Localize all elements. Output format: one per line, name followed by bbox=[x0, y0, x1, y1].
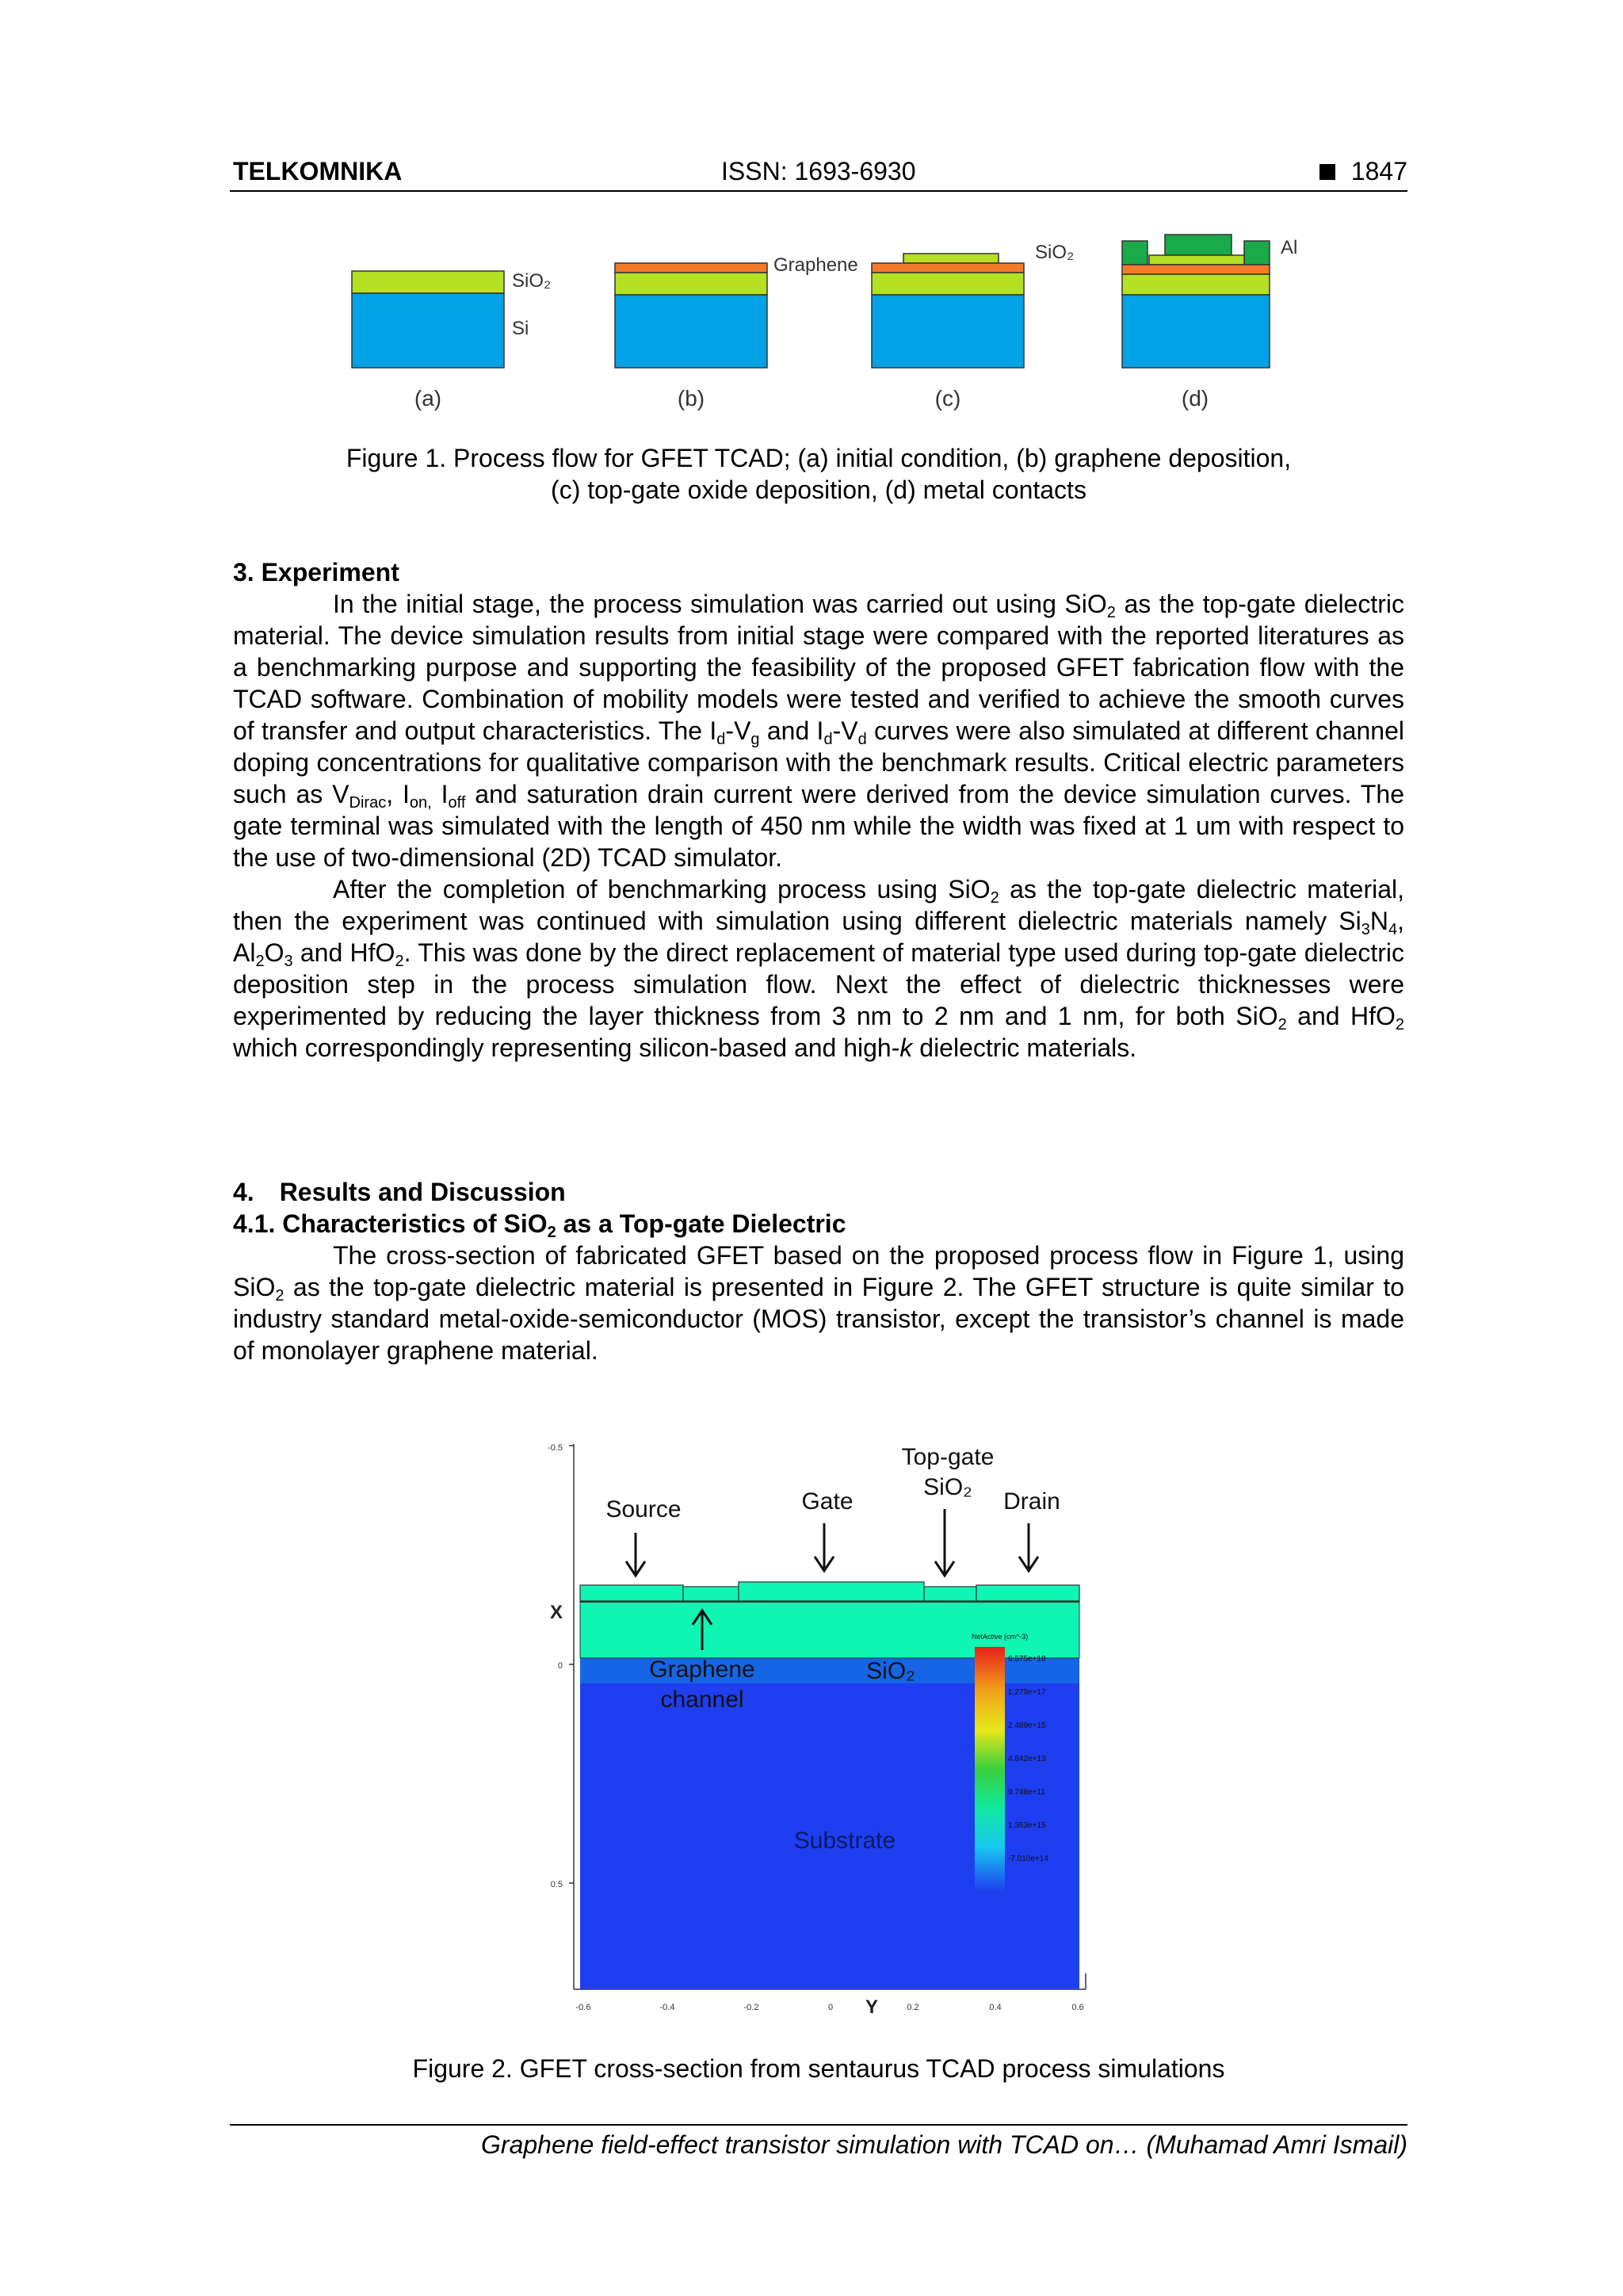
source-contact-d bbox=[1122, 241, 1148, 265]
text-run: and HfO bbox=[292, 938, 395, 967]
section4-1-heading bbox=[233, 1208, 1404, 1240]
topgate-oxide-left bbox=[683, 1587, 739, 1601]
subscript: 2 bbox=[395, 953, 404, 970]
label-graphene-line2: channel bbox=[660, 1687, 744, 1713]
text-run: I bbox=[441, 780, 449, 808]
figure2-caption: Figure 2. GFET cross-section from sentaurus TCAD process simulations bbox=[412, 2054, 1225, 2083]
subscript: d bbox=[857, 731, 867, 748]
silicon-layer-a bbox=[352, 293, 504, 368]
legend-value: 9.748e+11 bbox=[1008, 1788, 1045, 1797]
topgate-oxide-c bbox=[903, 254, 999, 263]
x-ticks bbox=[548, 1443, 574, 1889]
subscript: on, bbox=[409, 794, 432, 812]
section4 bbox=[233, 1176, 1404, 1366]
label-gate: Gate bbox=[801, 1488, 854, 1515]
legend-title: NetActive (cm^-3) bbox=[972, 1633, 1029, 1641]
panel-letter-c: (c) bbox=[934, 386, 961, 411]
panel-d bbox=[1122, 235, 1297, 411]
subscript: d bbox=[716, 731, 726, 748]
y-tick-label: 0.6 bbox=[1071, 2003, 1084, 2012]
x-axis-label: X bbox=[549, 1602, 563, 1623]
subscript: off bbox=[448, 794, 466, 812]
topgate-oxide-right bbox=[924, 1587, 976, 1601]
subscript: 3 bbox=[1361, 921, 1370, 938]
topgate-arrow-icon bbox=[935, 1509, 954, 1576]
source-contact bbox=[580, 1585, 683, 1601]
text-run: The cross-section of fabricated GFET based on the proposed process flow in Figure 1, using SiO bbox=[233, 1241, 1404, 1301]
silicon-layer-c bbox=[872, 295, 1024, 368]
panel-letter-b: (b) bbox=[677, 386, 705, 411]
section4-paragraph1 bbox=[233, 1240, 1404, 1366]
subscript: 2 bbox=[547, 1224, 556, 1241]
subscript: 4 bbox=[1388, 921, 1398, 938]
label-al-d: Al bbox=[1281, 237, 1298, 258]
y-tick-label: -0.6 bbox=[575, 2003, 591, 2012]
label-drain: Drain bbox=[1003, 1488, 1060, 1515]
text-run: as the top-gate dielectric material. The device simulation results from initial stage were compared with the reported literatures as a benchmarking purpose and supporting the feasibility of the proposed GFET fabrication flow with the TCAD software. Combination of mobility models were tested and verified to achieve the smooth curves of transfer and output characteristics. The I bbox=[233, 590, 1405, 745]
figure1-process-flow bbox=[333, 230, 1316, 420]
source-arrow-icon bbox=[626, 1533, 645, 1576]
text-run: and I bbox=[759, 716, 824, 745]
silicon-layer-b bbox=[615, 295, 767, 368]
section3-heading: 3. Experiment bbox=[233, 558, 399, 586]
label-graphene-b: Graphene bbox=[773, 254, 858, 276]
subscript: g bbox=[750, 731, 760, 748]
text-run: 4.1. Characteristics of SiO bbox=[233, 1209, 548, 1238]
drain-arrow-icon bbox=[1019, 1523, 1038, 1571]
oxide-layer-d bbox=[1122, 274, 1270, 295]
italic-k: k bbox=[899, 1033, 913, 1062]
text-run: -V bbox=[832, 716, 858, 745]
text-run: , Al bbox=[233, 907, 1404, 967]
running-footer: Graphene field-effect transistor simulation with TCAD on… (Muhamad Amri Ismail) bbox=[481, 2130, 1407, 2159]
text-run: -V bbox=[725, 716, 751, 745]
label-si-a: Si bbox=[512, 318, 529, 339]
panel-b bbox=[615, 254, 858, 411]
legend-value: -7.010e+14 bbox=[1008, 1855, 1048, 1863]
text-run: dielectric materials. bbox=[912, 1033, 1137, 1062]
oxide-layer-a bbox=[352, 271, 504, 293]
gate-contact bbox=[739, 1582, 924, 1601]
subscript: 2 bbox=[990, 889, 999, 907]
y-ticks bbox=[576, 1996, 1084, 2018]
label-sio2-c: SiO₂ bbox=[1035, 242, 1075, 263]
label-source: Source bbox=[605, 1496, 682, 1522]
graphene-layer-d bbox=[1122, 265, 1270, 274]
legend-value: 1.363e+15 bbox=[1008, 1821, 1046, 1830]
text-run: as a Top-gate Dielectric bbox=[556, 1209, 846, 1238]
journal-name: TELKOMNIKA bbox=[233, 157, 403, 185]
graphene-layer-c bbox=[872, 263, 1024, 273]
graphene-layer-b bbox=[615, 263, 767, 273]
header-rule bbox=[230, 190, 1407, 192]
page-number-wrap bbox=[1319, 157, 1407, 186]
issn: ISSN: 1693-6930 bbox=[721, 157, 916, 185]
text-run: O bbox=[264, 938, 285, 967]
text-run: and saturation drain current were derived from the device simulation curves. The gate terminal was simulated with the length of 450 nm while the width was fixed at 1 um with respect to the use of two-dimensional (2D) TCAD simulator. bbox=[233, 780, 1404, 872]
oxide-layer-c bbox=[872, 273, 1024, 295]
silicon-layer-d bbox=[1122, 295, 1270, 368]
legend-value: 1.279e+17 bbox=[1008, 1688, 1046, 1697]
text-run: as the top-gate dielectric material, then the experiment was continued with simulation using different dielectric materials namely Si bbox=[233, 875, 1405, 935]
label-graphene-line1: Graphene bbox=[649, 1656, 755, 1683]
subscript: 2 bbox=[255, 953, 265, 970]
subscript: 3 bbox=[284, 953, 293, 970]
footer-rule bbox=[230, 2124, 1407, 2126]
subscript: 2 bbox=[1395, 1016, 1405, 1033]
figure1-caption bbox=[230, 442, 1407, 506]
legend-value: 2.489e+15 bbox=[1008, 1721, 1046, 1730]
subscript: Dirac bbox=[349, 794, 387, 812]
legend-value: 4.842e+13 bbox=[1008, 1755, 1046, 1763]
text-run: and HfO bbox=[1286, 1002, 1396, 1030]
page-number: 1847 bbox=[1350, 157, 1407, 185]
figure1-caption-line1: Figure 1. Process flow for GFET TCAD; (a) initial condition, (b) graphene deposition, bbox=[346, 444, 1292, 472]
panel-letter-d: (d) bbox=[1181, 386, 1209, 411]
panel-c bbox=[872, 242, 1074, 411]
text-run: In the initial stage, the process simulation was carried out using SiO bbox=[333, 590, 1107, 618]
label-substrate: Substrate bbox=[793, 1828, 896, 1854]
x-tick-label: 0 bbox=[557, 1661, 563, 1671]
subscript: 2 bbox=[1277, 1016, 1287, 1033]
x-tick-label: 0.5 bbox=[550, 1880, 563, 1889]
drain-contact-d bbox=[1244, 241, 1270, 265]
x-tick-label: -0.5 bbox=[548, 1443, 563, 1453]
subscript: d bbox=[823, 731, 833, 748]
topgate-oxide-d bbox=[1149, 255, 1244, 265]
section3-paragraph1 bbox=[233, 588, 1404, 873]
text-run: as the top-gate dielectric material is presented in Figure 2. The GFET structure is quite similar to industry standard metal-oxide-semiconductor (MOS) transistor, except the transistor’s channel is made of monolayer graphene material. bbox=[233, 1273, 1404, 1365]
panel-a bbox=[352, 270, 551, 411]
section3 bbox=[233, 556, 1404, 1064]
y-axis-label: Y bbox=[865, 1996, 879, 2018]
text-run: , I bbox=[386, 780, 410, 808]
y-tick-label: 0.2 bbox=[907, 2003, 919, 2012]
oxide-layer-b bbox=[615, 273, 767, 295]
section4-heading: 4. Results and Discussion bbox=[233, 1178, 566, 1206]
text-run: . This was done by the direct replacement of material type used during top-gate dielectric deposition step in the process simulation flow. Next the effect of dielectric thicknesses were experimented by reducing the layer thickness from 3 nm to 2 nm and 1 nm, for both SiO bbox=[233, 938, 1404, 1030]
section3-paragraph2 bbox=[233, 873, 1404, 1064]
legend-value: 6.575e+18 bbox=[1008, 1655, 1046, 1664]
subscript: 2 bbox=[1106, 604, 1116, 621]
label-topgate-line1: Top-gate bbox=[901, 1444, 995, 1470]
label-sio2-region: SiO₂ bbox=[866, 1658, 915, 1684]
panel-letter-a: (a) bbox=[414, 386, 442, 411]
drain-contact bbox=[976, 1585, 1079, 1601]
text-run: After the completion of benchmarking process using SiO bbox=[333, 875, 991, 904]
gate-contact-d bbox=[1165, 235, 1232, 255]
label-topgate-line2: SiO₂ bbox=[923, 1474, 972, 1500]
text-run: which correspondingly representing silicon-based and high- bbox=[233, 1033, 900, 1062]
y-tick-label: -0.2 bbox=[743, 2003, 759, 2012]
figure2-gfet-cross-section bbox=[531, 1435, 1102, 2021]
y-tick-label: 0.4 bbox=[989, 2003, 1002, 2012]
y-tick-label: 0 bbox=[827, 2003, 834, 2012]
y-tick-label: -0.4 bbox=[659, 2003, 675, 2012]
legend-color-bar bbox=[975, 1647, 1005, 1891]
label-sio2-a: SiO₂ bbox=[512, 270, 552, 292]
figure1-caption-line2: (c) top-gate oxide deposition, (d) metal contacts bbox=[551, 476, 1086, 504]
gate-arrow-icon bbox=[815, 1523, 834, 1571]
text-run: curves were also simulated at different channel doping concentrations for qualitative comparison with the benchmark results. Critical electric parameters such as V bbox=[233, 716, 1405, 808]
square-bullet-icon bbox=[1319, 164, 1335, 180]
subscript: 2 bbox=[275, 1287, 285, 1305]
text-run: N bbox=[1369, 907, 1388, 935]
